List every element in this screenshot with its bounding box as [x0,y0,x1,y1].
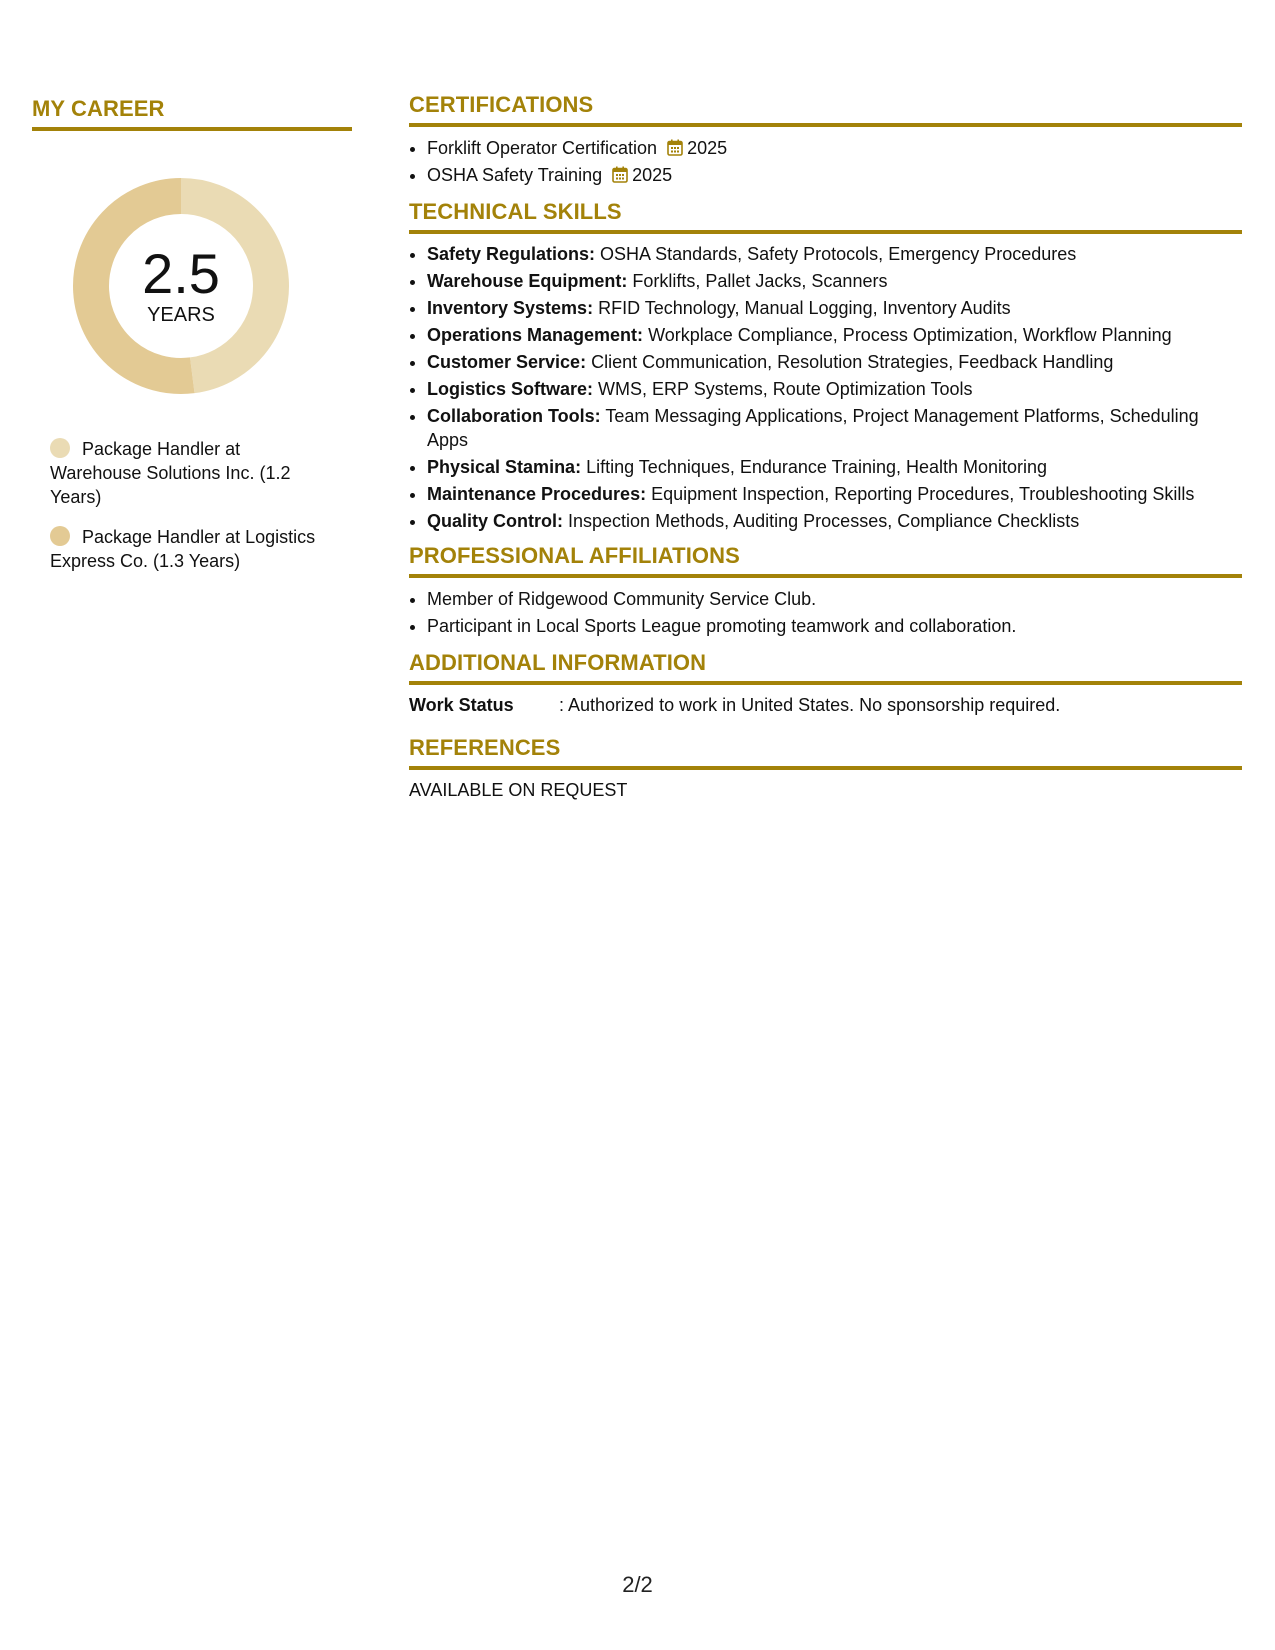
skill-label: Safety Regulations: [427,244,596,264]
career-title: MY CAREER [32,96,352,131]
skill-value: Team Messaging Applications, Project Management Platforms, Scheduling Apps [427,406,1199,450]
affiliations-title: PROFESSIONAL AFFILIATIONS [409,543,1242,578]
skill-label: Customer Service: [427,352,587,372]
references-text: AVAILABLE ON REQUEST [409,780,628,800]
references-title: REFERENCES [409,735,1242,770]
legend-dot-1 [50,438,70,458]
calendar-icon [667,139,683,156]
certification-date [667,138,727,158]
skill-item [427,455,1242,479]
main-column [409,92,1242,802]
certification-item [427,135,1242,162]
skill-label: Operations Management: [427,325,644,345]
skill-label: Warehouse Equipment: [427,271,628,291]
legend-label: Package Handler at Logistics Express Co. (1.3 Years) [50,527,316,571]
certification-year: 2025 [687,138,728,158]
legend-label: Package Handler at Warehouse Solutions Inc. (1.2 Years) [50,439,291,507]
skill-item [427,482,1242,506]
skill-label: Quality Control: [427,511,563,531]
skill-label: Inventory Systems: [427,298,594,318]
technical-skills-title: TECHNICAL SKILLS [409,199,1242,234]
certification-name: Forklift Operator Certification [427,138,658,158]
skill-item [427,509,1242,533]
calendar-icon [612,166,628,183]
skill-value: Workplace Compliance, Process Optimization, Workflow Planning [648,325,1172,345]
career-total-unit: YEARS [147,303,215,326]
donut-center [66,171,296,401]
career-column [32,96,352,589]
affiliation-item: • Participant in Local Sports League promoting teamwork and collaboration. [427,613,1242,640]
career-total-value: 2.5 [142,241,220,305]
career-legend [50,437,352,573]
certification-item [427,162,1242,189]
skill-item [427,404,1242,452]
skill-label: Logistics Software: [427,379,594,399]
skill-item [427,350,1242,374]
certification-year: 2025 [632,165,673,185]
legend-dot-2 [50,526,70,546]
career-legend-item [50,525,332,573]
skill-value: Client Communication, Resolution Strategies, Feedback Handling [591,352,1114,372]
skill-value: Equipment Inspection, Reporting Procedures, Troubleshooting Skills [651,484,1195,504]
work-status-row [409,693,1242,717]
certifications-list [409,135,1242,189]
affiliation-item: • Member of Ridgewood Community Service Club. [427,586,1242,613]
certifications-title: CERTIFICATIONS [409,92,1242,127]
skill-item [427,269,1242,293]
page-number: 2/2 [622,1572,653,1597]
skill-label: Collaboration Tools: [427,406,601,426]
skill-label: Physical Stamina: [427,457,582,477]
career-legend-item [50,437,332,509]
additional-info-title: ADDITIONAL INFORMATION [409,650,1242,685]
career-donut-chart [66,171,296,401]
skill-item [427,377,1242,401]
certification-name: OSHA Safety Training [427,165,603,185]
skill-value: RFID Technology, Manual Logging, Inventory Audits [598,298,1011,318]
skill-label: Maintenance Procedures: [427,484,647,504]
skill-value: Inspection Methods, Auditing Processes, Compliance Checklists [568,511,1080,531]
work-status-value: : Authorized to work in United States. No sponsorship required. [559,695,1061,715]
skill-value: Forklifts, Pallet Jacks, Scanners [632,271,888,291]
skill-value: OSHA Standards, Safety Protocols, Emergency Procedures [600,244,1077,264]
skill-item [427,242,1242,266]
technical-skills-list [409,242,1242,533]
work-status-label: Work Status [409,695,514,715]
skill-item [427,296,1242,320]
skill-value: WMS, ERP Systems, Route Optimization Tools [598,379,973,399]
affiliations-list [409,586,1242,640]
skill-value: Lifting Techniques, Endurance Training, Health Monitoring [586,457,1048,477]
certification-date [612,165,672,185]
skill-item [427,323,1242,347]
